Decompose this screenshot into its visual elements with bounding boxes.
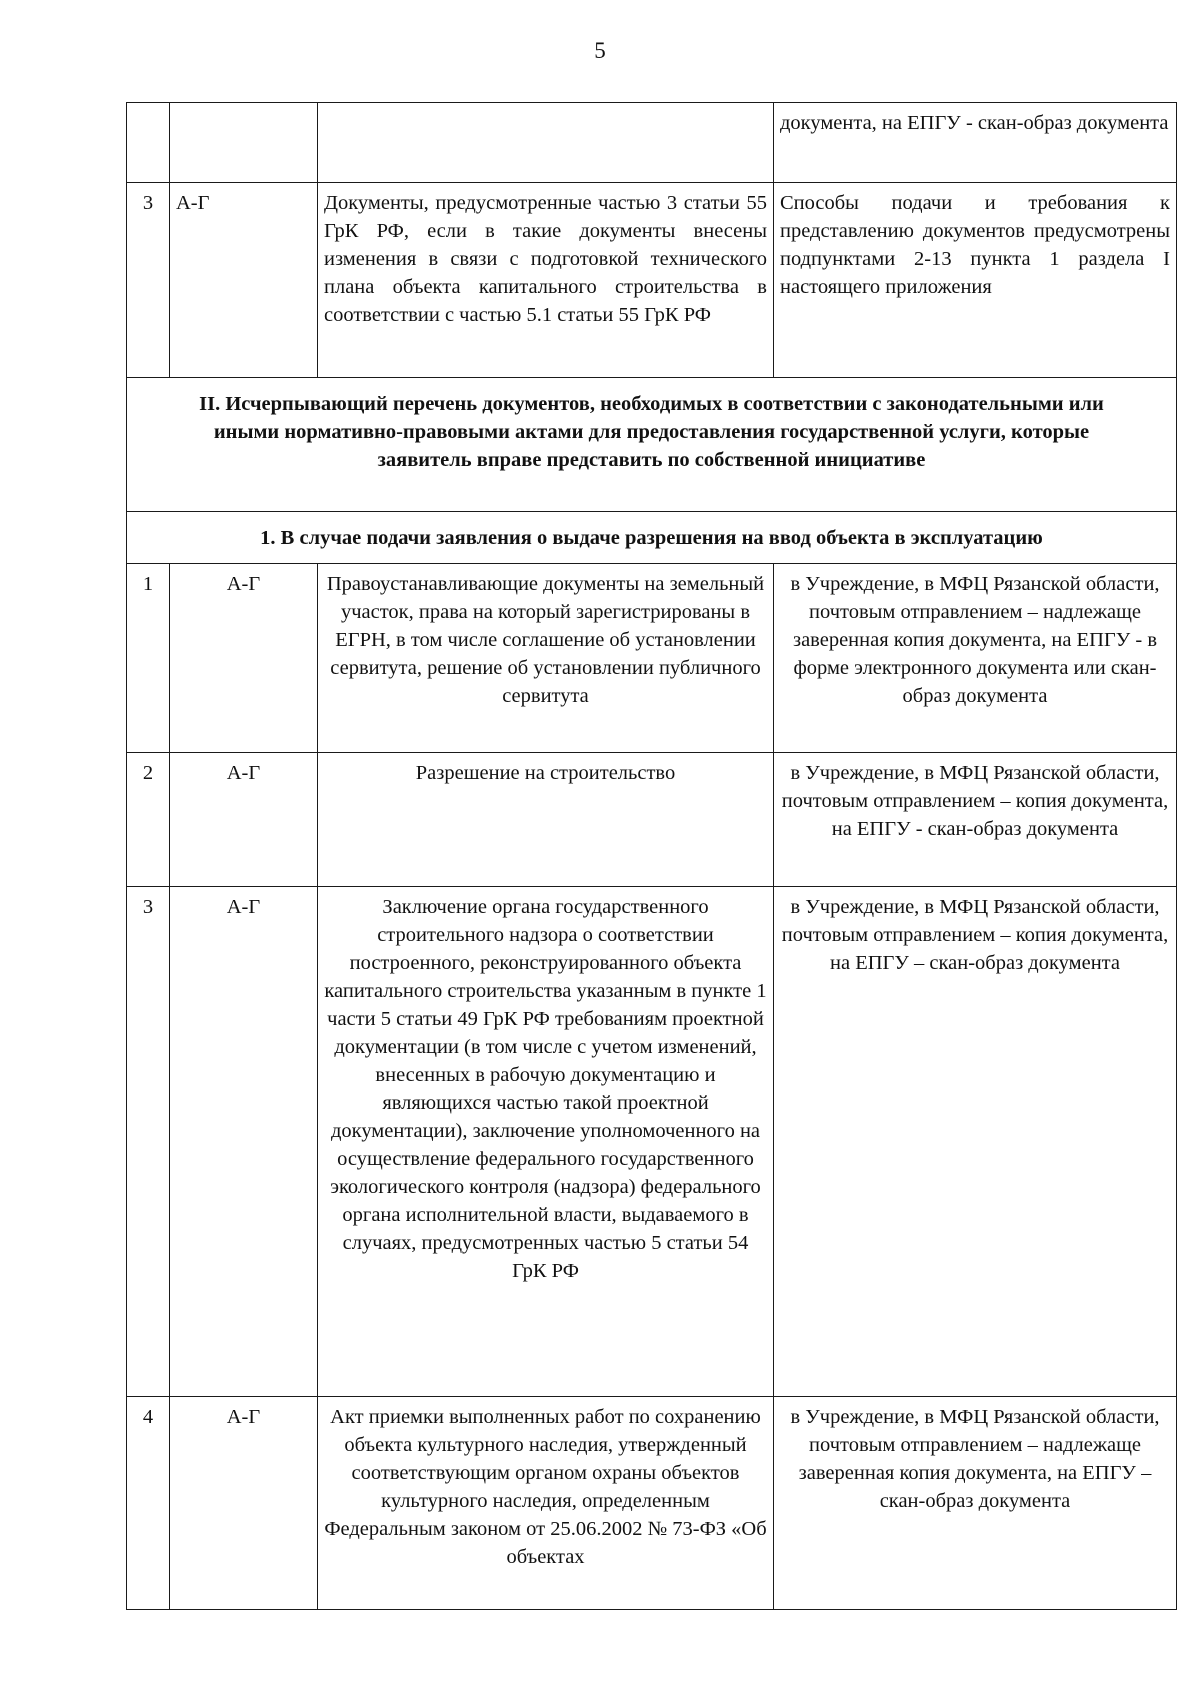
cell-method: в Учреждение, в МФЦ Рязанской области, почтовым отправлением – надлежаще заверенная копия документа, на ЕПГУ – скан-образ документа <box>774 1397 1177 1610</box>
documents-table <box>126 102 1177 1610</box>
cell-number <box>127 103 170 183</box>
table-row <box>127 887 1177 1397</box>
cell-applicant: А-Г <box>170 887 318 1397</box>
subsection-header-row <box>127 512 1177 564</box>
cell-applicant: А-Г <box>170 183 318 378</box>
cell-number: 3 <box>127 183 170 378</box>
cell-applicant: А-Г <box>170 753 318 887</box>
cell-number: 4 <box>127 1397 170 1610</box>
cell-method: Способы подачи и требования к представлению документов предусмотрены подпунктами 2-13 пункта 1 раздела I настоящего приложения <box>774 183 1177 378</box>
page-number: 5 <box>594 38 606 63</box>
cell-applicant: А-Г <box>170 564 318 753</box>
table-row <box>127 1397 1177 1610</box>
cell-method: документа, на ЕПГУ - скан-образ документа <box>774 103 1177 183</box>
section-title: II. Исчерпывающий перечень документов, необходимых в соответствии с законодательными или иными нормативно-правовыми актами для предоставления государственной услуги, которые заявитель вправе представить по собственной инициативе <box>127 378 1177 512</box>
cell-method: в Учреждение, в МФЦ Рязанской области, почтовым отправлением – копия документа, на ЕПГУ - скан-образ документа <box>774 753 1177 887</box>
cell-document <box>318 103 774 183</box>
section-header-row <box>127 378 1177 512</box>
subsection-title: 1. В случае подачи заявления о выдаче разрешения на ввод объекта в эксплуатацию <box>127 512 1177 564</box>
table-row-continued <box>127 103 1177 183</box>
cell-document: Заключение органа государственного строительного надзора о соответствии построенного, реконструированного объекта капитального строительства указанным в пункте 1 части 5 статьи 49 ГрК РФ требованиям проектной документации (в том числе с учетом изменений, внесенных в рабочую документацию и являющихся частью такой проектной документации), заключение уполномоченного на осуществление федерального государственного экологического контроля (надзора) федерального органа исполнительной власти, выдаваемого в случаях, предусмотренных частью 5 статьи 54 ГрК РФ <box>318 887 774 1397</box>
cell-number: 1 <box>127 564 170 753</box>
cell-document: Документы, предусмотренные частью 3 статьи 55 ГрК РФ, если в такие документы внесены изменения в связи с подготовкой технического плана объекта капитального строительства в соответствии с частью 5.1 статьи 55 ГрК РФ <box>318 183 774 378</box>
cell-number: 3 <box>127 887 170 1397</box>
cell-applicant: А-Г <box>170 1397 318 1610</box>
cell-document: Правоустанавливающие документы на земельный участок, права на который зарегистрированы в ЕГРН, в том числе соглашение об установлении сервитута, решение об установлении публичного сервитута <box>318 564 774 753</box>
cell-applicant <box>170 103 318 183</box>
cell-number: 2 <box>127 753 170 887</box>
table-row <box>127 183 1177 378</box>
cell-document: Акт приемки выполненных работ по сохранению объекта культурного наследия, утвержденный соответствующим органом охраны объектов культурного наследия, определенным Федеральным законом от 25.06.2002 № 73-ФЗ «Об объектах <box>318 1397 774 1610</box>
cell-method: в Учреждение, в МФЦ Рязанской области, почтовым отправлением – надлежаще заверенная копия документа, на ЕПГУ - в форме электронного документа или скан-образ документа <box>774 564 1177 753</box>
table-row <box>127 564 1177 753</box>
cell-document: Разрешение на строительство <box>318 753 774 887</box>
cell-method: в Учреждение, в МФЦ Рязанской области, почтовым отправлением – копия документа, на ЕПГУ – скан-образ документа <box>774 887 1177 1397</box>
table-row <box>127 753 1177 887</box>
